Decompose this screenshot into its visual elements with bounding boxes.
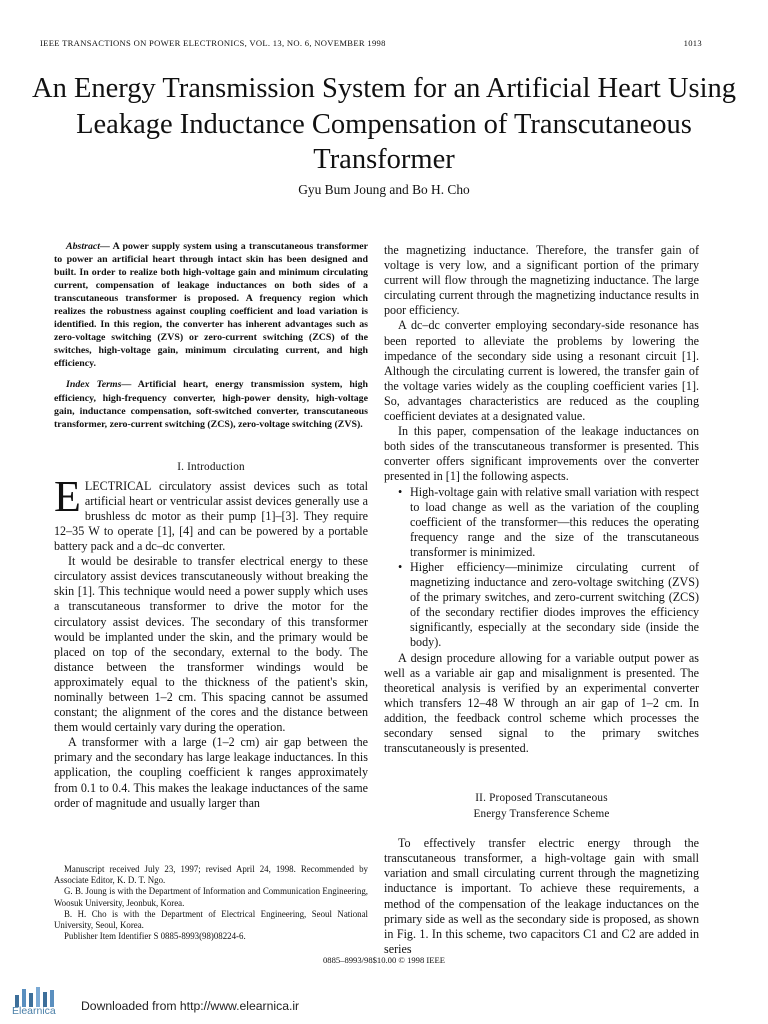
footnote-author-1: G. B. Joung is with the Department of Information and Communication Engineering, Woosuk University, Jeonbuk, Korea.	[54, 886, 368, 908]
intro-paragraph-3: A transformer with a large (1–2 cm) air gap between the primary and the secondary has large leakage inductances. In this application, the coupling coefficient k ranges approximately from 0.1 to 0.4. This makes the leakage inductances of the same order of magnitude and usually larger than	[54, 735, 368, 810]
journal-header: IEEE TRANSACTIONS ON POWER ELECTRONICS, VOL. 13, NO. 6, NOVEMBER 1998	[40, 38, 386, 48]
right-column	[384, 243, 699, 957]
copyright-line: 0885–8993/98$10.00 © 1998 IEEE	[322, 955, 446, 965]
drop-cap: E	[54, 471, 81, 521]
intro-p1-text: LECTRICAL circulatory assist devices such as total artificial heart or ventricular assist devices generally use a brushless dc motor as their pump [1]–[3]. They require 12–35 W to operate [1], [4] and can be powered by a portable battery pack and a dc–dc converter.	[54, 478, 368, 554]
footnotes	[54, 864, 368, 942]
bullet-icon: •	[398, 484, 403, 499]
intro-paragraph-1	[54, 471, 368, 554]
right-paragraph-1: the magnetizing inductance. Therefore, the transfer gain of voltage is very low, and a significant portion of the primary current will flow through the magnetizing inductance. The large circulating current through the magnetizing inductance results in poor efficiency.	[384, 243, 699, 318]
section-1-body	[54, 471, 368, 811]
left-column	[54, 240, 368, 811]
section-2-heading-line-2: Energy Transference Scheme	[473, 808, 610, 821]
bullet-text: Higher efficiency—minimize circulating current of magnetizing inductance and zero-voltage switching (ZVS) of the primary switches, and zero-current switching (ZCS) of the secondary rectifier diodes improves the efficiency significantly, especially at the secondary side (inside the body).	[410, 559, 699, 650]
paper-title: An Energy Transmission System for an Artificial Heart Using Leakage Inductance Compensation of Transcutaneous Transformer	[32, 73, 736, 175]
intro-paragraph-2: It would be desirable to transfer electrical energy to these circulatory assist devices transcutaneously without breaking the skin [1]. This technique would need a power supply which uses a transcutaneous transformer to drive the motor for the circulatory assist devices. The secondary of this transformer would be implanted under the skin, and the primary would be placed on top of the secondary, external to the body. The distance between the transformer windings would be approximately equal to the thickness of the patient's skin, nominally between 1–2 cm. This spacing cannot be assumed constant; the alignment of the cores and the distance between them would certainly vary during the operation.	[54, 554, 368, 735]
list-item	[384, 560, 699, 651]
section-2-heading	[384, 790, 699, 822]
authors: Gyu Bum Joung and Bo H. Cho	[298, 182, 470, 197]
index-terms	[54, 378, 368, 430]
index-terms-label: Index Terms—	[66, 379, 132, 391]
page-number: 1013	[683, 38, 702, 48]
right-paragraph-3: In this paper, compensation of the leakage inductances on both sides of the transcutaneous transformer is presented. This converter offers significant improvements over the converter presented in [1] the following aspects.	[384, 424, 699, 484]
footnote-author-2: B. H. Cho is with the Department of Electrical Engineering, Seoul National University, Seoul, Korea.	[54, 908, 368, 931]
right-paragraph-4: A design procedure allowing for a variable output power as well as a variable air gap and misalignment is presented. The theoretical analysis is verified by an experimental converter which transfers 12–48 W through an air gap of 1–2 cm. In addition, the feedback control scheme which processes the secondary sensed signal to the primary switches transcutaneously is presented.	[384, 650, 699, 756]
footnote-publisher-id: Publisher Item Identifier S 0885-8993(98)08224-6.	[64, 931, 246, 942]
section-1-heading: I. Introduction	[177, 460, 245, 473]
bullet-text: High-voltage gain with relative small variation with respect to load change as well as the variation of the coupling coefficient of the transformer—this reduces the operating frequency range and the size of the transcutaneous transformer is minimized.	[410, 484, 699, 559]
download-link[interactable]: Downloaded from http://www.elearnica.ir	[81, 999, 300, 1013]
abstract-label: Abstract—	[66, 241, 110, 252]
index-terms-text: Artificial heart, energy transmission system, high efficiency, high-frequency converter, high-power density, high-voltage gain, inductance compensation, soft-switched converter, transcutaneous transformer, zero-current switching (ZCS), zero-voltage switching (ZVS).	[54, 379, 368, 430]
advantages-list	[384, 485, 699, 651]
abstract	[54, 240, 368, 370]
abstract-text: A power supply system using a transcutaneous transformer to power an artificial heart through intact skin has been designed and built. In order to realize both high-voltage gain and minimum circulating current, compensation of leakage inductances on both sides of a transcutaneous transformer is proposed. A frequency region which realizes the robustness against coupling coefficient and load variation is identified. In this region, the converter has inherent advantages such as zero-voltage switching (ZVS) or zero-current switching (ZCS) of the switches, high-voltage gain, minimum circulating current, and high efficiency.	[54, 241, 368, 370]
section-2-paragraph-1: To effectively transfer electric energy through the transcutaneous transformer, a high-voltage gain with small variation and small circulating current through the magnetizing inductance is important. To achieve these requirements, a method of the compensation of the leakage inductances on the primary side as well as the secondary side is proposed, as shown in Fig. 1. In this scheme, two capacitors C1 and C2 are added in series	[384, 836, 699, 956]
watermark-brand: Elearnica	[12, 1005, 56, 1017]
list-item	[384, 485, 699, 560]
footnote-manuscript: Manuscript received July 23, 1997; revised April 24, 1998. Recommended by Associate Editor, K. D. T. Ngo.	[54, 864, 368, 886]
section-2-heading-line-1: II. Proposed Transcutaneous	[475, 792, 608, 805]
bullet-icon: •	[398, 559, 403, 574]
right-paragraph-2: A dc–dc converter employing secondary-side resonance has been reported to alleviate the problems by lowering the impedance of the secondary side using a resonant circuit [1]. Although the circulating current is lowered, the transfer gain of the voltage varies widely as the coupling coefficient varies [1]. So, advantages characteristics are reduced as the coupling coefficient deviates at a designated value.	[384, 318, 699, 424]
